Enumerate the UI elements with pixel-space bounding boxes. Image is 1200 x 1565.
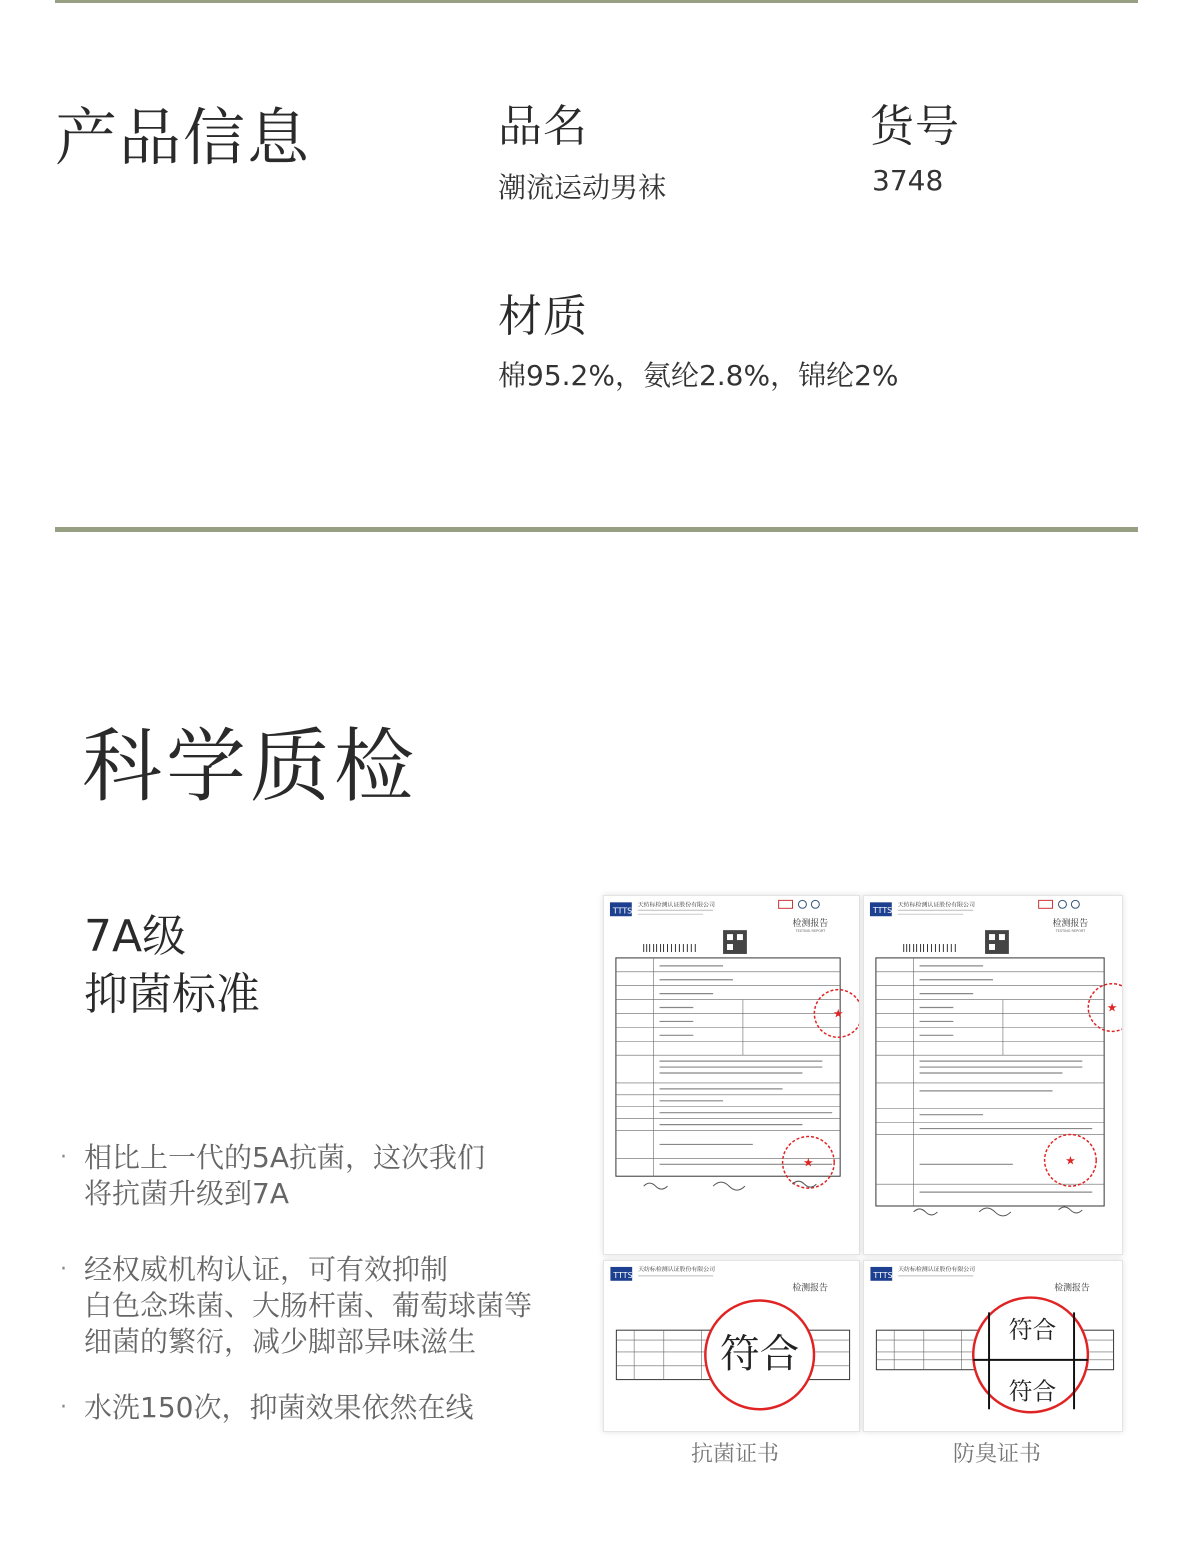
certificate-closeup-image xyxy=(604,1261,859,1431)
svg-text:检测报告: 检测报告 xyxy=(1054,1283,1090,1294)
svg-text:TTTS: TTTS xyxy=(872,906,893,916)
svg-text:TTTS: TTTS xyxy=(873,1270,893,1280)
feature-text-line: 细菌的繁衍，减少脚部异味滋生 xyxy=(84,1325,477,1358)
top-divider xyxy=(55,0,1138,3)
product-info-title: 产品信息 xyxy=(55,101,312,174)
report-document-image xyxy=(864,896,1122,1254)
feature-item xyxy=(60,1252,580,1360)
feature-text-line: 经权威机构认证，可有效抑制 xyxy=(84,1253,449,1286)
grade-heading xyxy=(84,908,260,1024)
name-label: 品名 xyxy=(498,101,588,152)
feature-item xyxy=(60,1390,580,1426)
sku-value: 3748 xyxy=(872,164,944,197)
svg-text:★: ★ xyxy=(1065,1153,1076,1168)
svg-text:检测报告: 检测报告 xyxy=(1052,919,1089,930)
svg-text:天纺标检测认证股份有限公司: 天纺标检测认证股份有限公司 xyxy=(637,901,715,909)
grade-line-1: 7A级 xyxy=(84,911,187,962)
antibacterial-certificate-closeup xyxy=(603,1260,860,1432)
svg-text:检测报告: 检测报告 xyxy=(792,1283,828,1294)
deodorant-report-full xyxy=(863,895,1123,1255)
svg-text:天纺标检测认证股份有限公司: 天纺标检测认证股份有限公司 xyxy=(897,901,975,909)
feature-text-line: 将抗菌升级到7A xyxy=(84,1177,289,1210)
feature-text-line: 相比上一代的5A抗菌，这次我们 xyxy=(84,1141,485,1174)
feature-item xyxy=(60,1140,580,1212)
svg-text:符合: 符合 xyxy=(1008,1377,1057,1406)
certificate-closeup-image xyxy=(864,1261,1122,1431)
svg-text:天纺标检测认证股份有限公司: 天纺标检测认证股份有限公司 xyxy=(898,1265,976,1273)
material-value: 棉95.2%，氨纶2.8%，锦纶2% xyxy=(498,359,899,392)
antibacterial-caption: 抗菌证书 xyxy=(690,1442,779,1467)
svg-text:★: ★ xyxy=(1106,1000,1118,1015)
svg-text:★: ★ xyxy=(832,1006,844,1021)
svg-text:TTTS: TTTS xyxy=(612,906,633,916)
material-label: 材质 xyxy=(498,291,588,342)
report-document-image xyxy=(604,896,859,1254)
svg-text:TESTING REPORT: TESTING REPORT xyxy=(795,929,826,934)
svg-text:TTTS: TTTS xyxy=(613,1270,633,1280)
bullet-dot-icon: · xyxy=(60,1395,67,1420)
deodorant-caption: 防臭证书 xyxy=(952,1442,1041,1467)
section-divider xyxy=(55,527,1138,532)
grade-line-2: 抑菌标准 xyxy=(84,969,260,1020)
feature-list xyxy=(60,1140,580,1456)
sku-label: 货号 xyxy=(870,101,960,152)
svg-text:符合: 符合 xyxy=(720,1331,800,1378)
svg-text:符合: 符合 xyxy=(1008,1316,1057,1345)
deodorant-certificate-closeup xyxy=(863,1260,1123,1432)
feature-text-line: 水洗150次，抑菌效果依然在线 xyxy=(84,1391,474,1424)
svg-text:天纺标检测认证股份有限公司: 天纺标检测认证股份有限公司 xyxy=(638,1265,716,1273)
svg-text:★: ★ xyxy=(803,1155,814,1170)
quality-check-title: 科学质检 xyxy=(82,720,418,813)
svg-text:TESTING REPORT: TESTING REPORT xyxy=(1055,929,1086,934)
certificate-gallery xyxy=(603,895,1123,1435)
bullet-dot-icon: · xyxy=(60,1257,67,1282)
antibacterial-report-full xyxy=(603,895,860,1255)
svg-text:检测报告: 检测报告 xyxy=(792,919,829,930)
feature-text-line: 白色念珠菌、大肠杆菌、葡萄球菌等 xyxy=(84,1289,533,1322)
bullet-dot-icon: · xyxy=(60,1145,67,1170)
name-value: 潮流运动男袜 xyxy=(498,171,667,204)
